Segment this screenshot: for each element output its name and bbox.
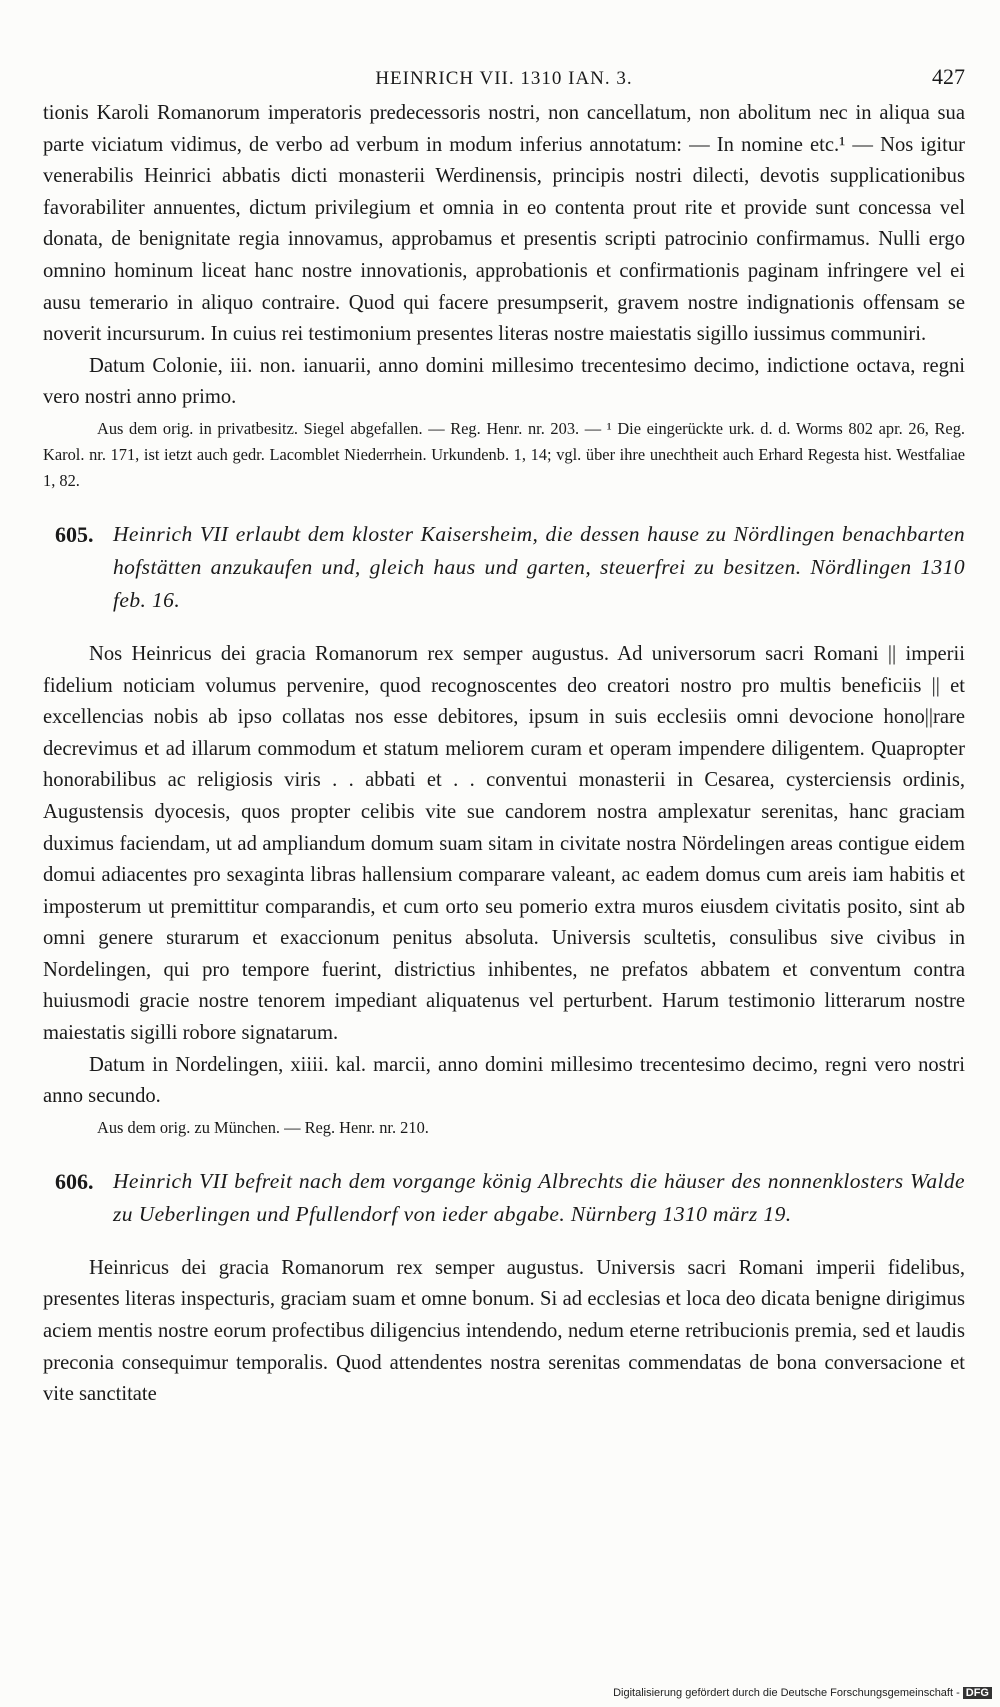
doc-604-body: tionis Karoli Romanorum imperatoris predecessoris nostri, non cancellatum, non abolitum nec in aliqua sua parte viciatum vidimus, de verbo ad verbum in modum inferius annotatum: — In nomine etc.¹ — Nos igitur venerabilis Heinrici abbatis dicti monasterii Werdinensis, principis nostri dilecti, devotis supplicationibus favorabiliter annuentes, dictum privilegium et omnia in eo contenta prout rite et provide sunt concessa vel donata, de benignitate regia innovamus, approbamus et presentis scripti patrocinio confirmamus. Nulli ergo omnino hominum liceat hanc nostre innovationis, approbationis et confirmationis paginam infringere vel ei ausu temerario in aliquo contraire. Quod qui facere presumpserit, gravem nostre indignationis offensam se noverit incursurum. In cuius rei testimonium presentes literas nostre maiestatis sigillo iussimus communiri. [43, 102, 965, 346]
running-head [43, 62, 965, 98]
digitization-credit [613, 1687, 992, 1699]
doc-605-datum: Datum in Nordelingen, xiiii. kal. marcii, anno domini millesimo trecentesimo decimo, regni vero nostri anno secundo. [43, 1053, 965, 1108]
doc-606-title: Heinrich VII befreit nach dem vorgange könig Albrechts die häuser des nonnenklosters Walde zu Ueberlingen und Pfullendorf von ieder abgabe. Nürnberg 1310 märz 19. [113, 1168, 965, 1226]
doc-606-heading [43, 1165, 965, 1231]
doc-605-body: Nos Heinricus dei gracia Romanorum rex semper augustus. Ad universorum sacri Romani || imperii fidelium noticiam volumus pervenire, quod recognoscentes deo creatori nostro pro multis beneficiis || et excellencias nobis ab ipso collatas nos esse debitores, ipsum in suis ecclesiis omni devocione hono||rare decrevimus et ad illarum commodum et statum meliorem curam et operam impendere diligentem. Quapropter honorabilibus ac religiosis viris . . abbati et . . conventui monasterii in Cesarea, cysterciensis ordinis, Augustensis dyocesis, quos propter celibis vite sue candorem nostra amplexatur serenitas, hanc graciam duximus faciendam, ut ad ampliandum domum suam sitam in civitate nostra Nördelingen areas contigue eidem domui adiacentes pro sexaginta libras hallensium comparare valeant, ac eadem domus cum areis iam habitis et imposterum ut premittitur comparandis, et cum orto seu pomerio extra muros eiusdem civitatis posito, sint ab omni genere sturarum et exaccionum penitus absoluta. Universis scultetis, consulibus sive civibus in Nordelingen, qui pro tempore fuerint, districtius inhibentes, ne prefatos abbatem et conventum contra huiusmodi gracie nostre tenorem impediant aliquatenus vel perturbent. Harum testimonio litterarum nostre maiestatis sigilli robore signatarum. [43, 642, 965, 1045]
running-head-title: HEINRICH VII. 1310 IAN. 3. [375, 68, 633, 89]
credit-text: Digitalisierung gefördert durch die Deutsche Forschungsgemeinschaft - [613, 1687, 960, 1699]
doc-605-number: 605. [55, 521, 94, 547]
doc-605-note: Aus dem orig. zu München. — Reg. Henr. nr. 210. [97, 1117, 429, 1137]
page-number: 427 [932, 64, 965, 89]
doc-604-datum: Datum Colonie, iii. non. ianuarii, anno domini millesimo trecentesimo decimo, indictione octava, regni vero nostri anno primo. [43, 354, 965, 409]
doc-605-heading [43, 518, 965, 617]
dfg-logo: DFG [963, 1687, 992, 1699]
doc-606-body: Heinricus dei gracia Romanorum rex semper augustus. Universis sacri Romani imperii fidelibus, presentes literas inspecturis, graciam suam et omne bonum. Si ad ecclesias et loca deo dicata benigne dirigimus aciem mentis nostre eorum profectibus diligencius intendendo, nedum eterne retribucionis premia, sed et laudis preconia consequimur temporalis. Quod attendentes nostra serenitas commendatas de bona conversacione et vite sanctitate [43, 1256, 965, 1406]
doc-605-title: Heinrich VII erlaubt dem kloster Kaisersheim, die dessen hause zu Nördlingen benachbarten hofstätten anzukaufen und, gleich haus und garten, steuerfrei zu besitzen. Nördlingen 1310 feb. 16. [113, 521, 965, 612]
doc-606-number: 606. [55, 1168, 94, 1194]
doc-604-note: Aus dem orig. in privatbesitz. Siegel abgefallen. — Reg. Henr. nr. 203. — ¹ Die eingerückte urk. d. d. Worms 802 apr. 26, Reg. Karol. nr. 171, ist ietzt auch gedr. Lacomblet Niederrhein. Urkundenb. 1, 14; vgl. über ihre unechtheit auch Erhard Regesta hist. Westfaliae 1, 82. [43, 418, 965, 490]
page [43, 62, 965, 1411]
